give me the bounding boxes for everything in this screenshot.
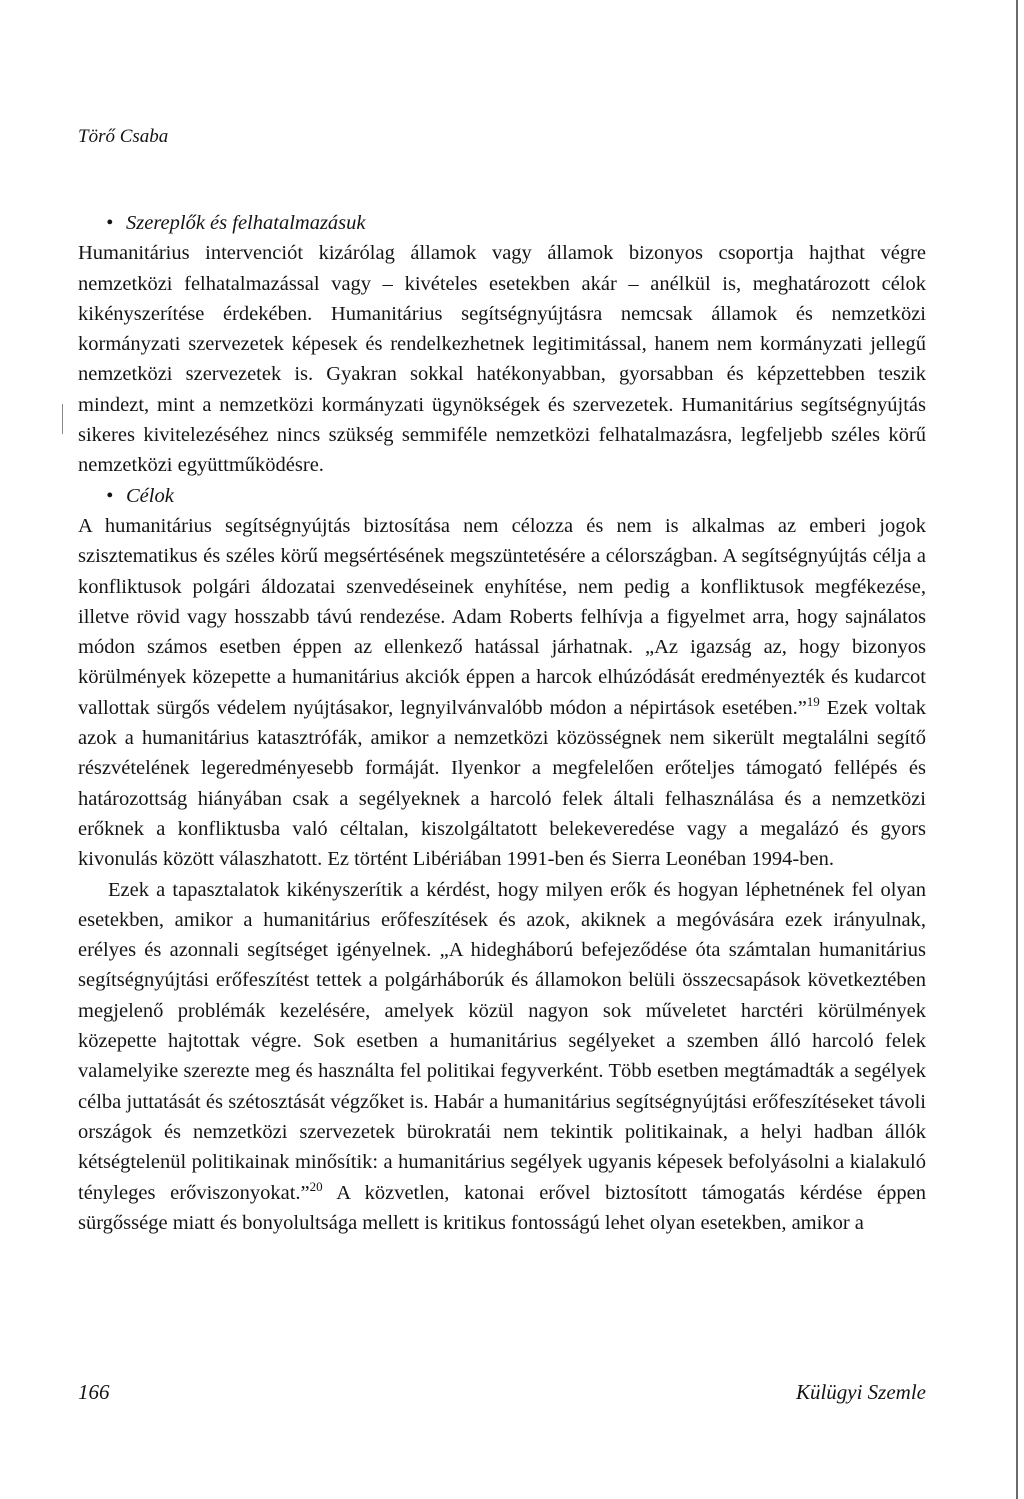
paragraph-text: A humanitárius segítségnyújtás biztosítása nem célozza és nem is alkalmas az emberi jogok szisztematikus és széles körű megsértésének megszüntetésére a célországban. A segítségnyújtás célja a konfliktusok polgári áldozatai szenvedéseinek enyhítése, nem pedig a konfliktusok megfékezése, illetve rövid vagy hosszabb távú rendezése. Adam Roberts felhívja a figyelmet arra, hogy sajnálatos módon számos esetben éppen az ellenkező hatással járhatnak. „Az igazság az, hogy bizonyos körülmények közepette a humanitárius akciók éppen a harcok elhúzódását eredményezték és kudarcot vallottak sürgős védelem nyújtásakor, legnyilvánvalóbb módon a népirtások esetében.” bbox=[78, 514, 926, 719]
section-heading bbox=[78, 208, 926, 238]
bullet-icon: • bbox=[106, 484, 114, 507]
margin-mark bbox=[62, 404, 63, 434]
section-title: Célok bbox=[126, 484, 174, 507]
footnote-ref: 20 bbox=[309, 1178, 323, 1194]
running-head-author: Törő Csaba bbox=[78, 126, 169, 147]
journal-title: Külügyi Szemle bbox=[795, 1380, 926, 1404]
body-paragraph bbox=[78, 875, 926, 1239]
page-body bbox=[78, 208, 926, 1238]
section-paragraph bbox=[78, 511, 926, 875]
paragraph-text: A közvetlen, katonai erővel biztosított támogatás kérdése éppen sürgőssége miatt és bonyolultsága mellett is kritikus fontosságú lehet olyan esetekben, amikor a bbox=[78, 1181, 926, 1234]
section-heading bbox=[78, 481, 926, 511]
paragraph-text: Ezek a tapasztalatok kikényszerítik a kérdést, hogy milyen erők és hogyan léphetnének fel olyan esetekben, amikor a humanitárius erőfeszítések és azok, akiknek a megóvására ezek irányulnak, erélyes és azonnali segítséget igényelnek. „A hidegháború befejeződése óta számtalan humanitárius segítségnyújtási erőfeszítést tettek a polgárháborúk és államokon belüli összecsapások következtében megjelenő problémák kezelésére, amelyek közül nagyon sok műveletet harctéri körülmények közepette hajtottak végre. Sok esetben a humanitárius segélyeket a szemben álló harcoló felek valamelyike szerezte meg és használta fel politikai fegyverként. Több esetben megtámadták a segélyek célba juttatását és szétosztását végzőket is. Habár a humanitárius segítségnyújtási erőfeszítéseket távoli országok és nemzetközi szervezetek bürokratái nem tekintik politikainak, a helyi hadban állók kétségtelenül politikainak minősítik: a humanitárius segélyek ugyanis képesek befolyásolni a kialakuló tényleges erőviszonyokat.” bbox=[78, 878, 926, 1204]
section-paragraph: Humanitárius intervenciót kizárólag államok vagy államok bizonyos csoportja hajthat végre nemzetközi felhatalmazással vagy – kivételes esetekben akár – anélkül is, meghatározott célok kikényszerítése érdekében. Humanitárius segítségnyújtásra nemcsak államok és nemzetközi kormányzati szervezetek képesek és rendelkezhetnek legitimitással, hanem nem kormányzati jellegű nemzetközi szervezetek is. Gyakran sokkal hatékonyabban, gyorsabban és képzettebben teszik mindezt, mint a nemzetközi kormányzati ügynökségek és szervezetek. Humanitárius segítségnyújtás sikeres kivitelezéséhez nincs szükség semmiféle nemzetközi felhatalmazásra, legfeljebb széles körű nemzetközi együttműködésre. bbox=[78, 242, 926, 477]
footnote-ref: 19 bbox=[806, 693, 820, 709]
section-title: Szereplők és felhatalmazásuk bbox=[126, 212, 366, 234]
scan-edge bbox=[1016, 0, 1018, 1499]
paragraph-text: Ezek voltak azok a humanitárius katasztrófák, amikor a nemzetközi közösségnek nem sikerült megtalálni segítő részvételének legeredményesebb formáját. Ilyenkor a megfelelően erőteljes támogató fellépés és határozottság hiányában csak a segélyeknek a harcoló felek általi felhasználása és a nemzetközi erőknek a konfliktusba való céltalan, kiszolgáltatott belekeveredése vagy a megalázó és gyors kivonulás között válaszhatott. Ez történt Libériában 1991-ben és Sierra Leonéban 1994-ben. bbox=[78, 696, 926, 871]
page-number: 166 bbox=[78, 1380, 110, 1404]
bullet-icon: • bbox=[106, 212, 114, 234]
